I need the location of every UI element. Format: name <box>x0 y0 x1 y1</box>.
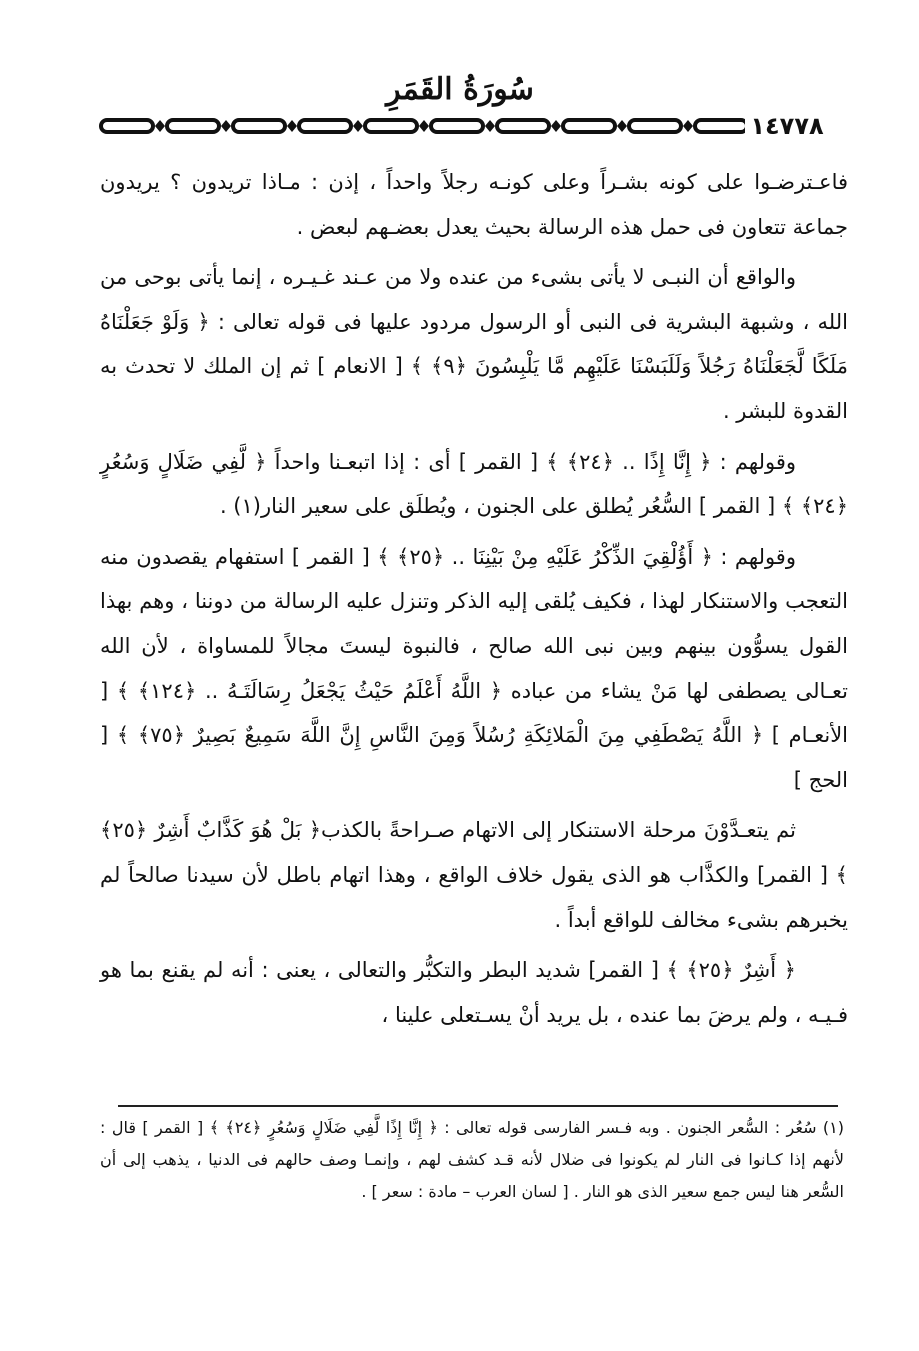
footnotes <box>100 1112 844 1208</box>
footnote: (١) سُعُر : السُّعر الجنون . وبه فـسر الفارسى قوله تعالى : ﴿ إِنَّا إِذًا لَّفِي ضَلَالٍ وَسُعُرٍ ﴿٢٤﴾ ﴾ [ القمر ] قال : لأنهم إذا كـانوا فى النار لم يكونوا فى ضلال لأنه قـد كشف لهم ، وإنمـا وصف حالهم فى الدنيا ، يذهب إلى أن السُّعر هنا ليس جمع سعير الذى هو النار . [ لسان العرب – مادة : سعر ] . <box>100 1118 845 1201</box>
page-number: ١٤٧٧٨ <box>745 113 829 139</box>
paragraph: ﴿ أَشِرٌ ﴿٢٥﴾ ﴾ [ القمر] شديد البطر والتكبُّر والتعالى ، يعنى : أنه لم يقنع بما هو فـيـه ، ولم يرضَ بما عنده ، بل يريد أنْ يسـتعلى علينا ، <box>100 958 848 1027</box>
footnote-divider <box>118 1105 838 1107</box>
header-ornament-border <box>97 116 839 136</box>
paragraph: وقولهم : ﴿ أَؤُلْقِيَ الذِّكْرُ عَلَيْهِ مِنْ بَيْنِنَا .. ﴿٢٥﴾ ﴾ [ القمر ] استفهام يقصدون منه التعجب والاستنكار لهذا ، فكيف يُلقى إليه الذكر وتنزل عليه الرسالة من دوننا ، وهم بهذا القول يسوُّون بينهم وبين نبى الله صالح ، فالنبوة ليستَ مجالاً للمساواة ، لأن الله تعـالى يصطفى لها مَنْ يشاء من عباده ﴿ اللَّهُ أَعْلَمُ حَيْثُ يَجْعَلُ رِسَالَتَـهُ .. ﴿١٢٤﴾ ﴾ [ الأنعـام ] ﴿ اللَّهُ يَصْطَفِي مِنَ الْمَلائِكَةِ رُسُلاً وَمِنَ النَّاسِ إِنَّ اللَّهَ سَمِيعٌ بَصِيرٌ ﴿٧٥﴾ ﴾ [ الحج ] <box>100 544 849 792</box>
paragraph: وقولهم : ﴿ إِنَّا إِذًا .. ﴿٢٤﴾ ﴾ [ القمر ] أى : إذا اتبعـنا واحداً ﴿ لَّفِي ضَلَالٍ وَسُعُرٍ ﴿٢٤﴾ ﴾ [ القمر ] السُّعُر يُطلق على الجنون ، ويُطلَق على سعير النار(١) . <box>100 449 848 519</box>
main-text <box>100 160 848 1043</box>
surah-title: سُورَةُ القَمَرِ <box>386 72 534 107</box>
paragraph: والواقع أن النبـى لا يأتى بشىء من عنده ولا من عـند غـيـره ، إنما يأتى بوحى من الله ، وشبهة البشرية فى النبى أو الرسول مردود عليها فى قوله تعالى : ﴿ وَلَوْ جَعَلْنَاهُ مَلَكًا لَّجَعَلْنَاهُ رَجُلاً وَلَلَبَسْنَا عَلَيْهِم مَّا يَلْبِسُونَ ﴿٩﴾ ﴾ [ الانعام ] ثم إن الملك لا تحدث به القدوة للبشر . <box>100 265 849 423</box>
paragraph: ثم يتعـدَّوْنَ مرحلة الاستنكار إلى الاتهام صـراحةً بالكذب﴿ بَلْ هُوَ كَذَّابٌ أَشِرٌ ﴿٢٥﴾ ﴾ [ القمر] والكذَّاب هو الذى يقول خلاف الواقع ، وهذا اتهام باطل لأن سيدنا صالحاً لم يخبرهم بشىء مخالف للواقع أبداً . <box>100 818 848 932</box>
paragraph: فاعـترضـوا على كونه بشـراً وعلى كونـه رجلاً واحداً ، إذن : مـاذا تريدون ؟ يريدون جماعة تتعاون فى حمل هذه الرسالة بحيث يعدل بعضـهم لبعض . <box>100 170 848 239</box>
